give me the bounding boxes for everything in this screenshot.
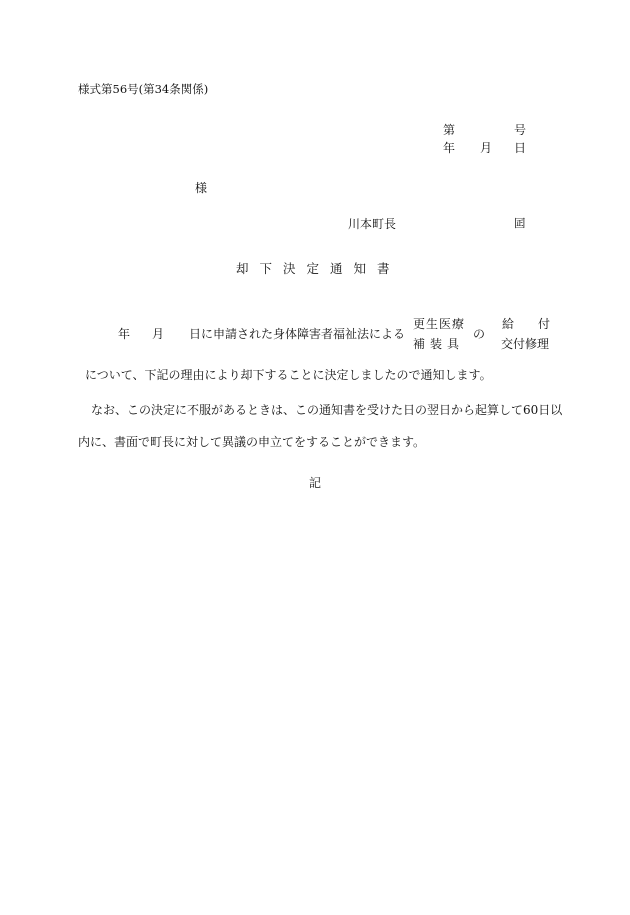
document-title: 却下決定通知書 (236, 261, 401, 276)
action-option-delivery-repair: 交付修理 (501, 337, 550, 351)
date-day-label: 日 (514, 141, 527, 155)
form-number-label: 様式第56号(第34条関係) (78, 82, 209, 96)
ki-heading: 記 (309, 476, 322, 490)
seal-mark: 囸 (514, 216, 526, 230)
device-option-medical: 更生医療 (413, 317, 466, 331)
document-number-prefix: 第 (443, 123, 456, 137)
issuer-name: 川本町長 (348, 217, 397, 231)
body-paragraph-1: について、下記の理由により却下することに決定しましたので通知します。 (85, 368, 492, 382)
application-text: 日に申請された身体障害者福祉法による (189, 327, 406, 341)
addressee-honorific: 様 (195, 181, 208, 195)
action-option-fu: 付 (538, 317, 551, 331)
body-paragraph-2: なお、この決定に不服があるときは、この通知書を受けた日の翌日から起算して60日以 (91, 403, 563, 417)
particle-no: の (473, 327, 486, 341)
date-month-label: 月 (480, 141, 493, 155)
body-paragraph-3: 内に、書面で町長に対して異議の申立てをすることができます。 (78, 435, 426, 449)
action-option-kyu: 給 (502, 317, 515, 331)
date-year-label: 年 (443, 141, 456, 155)
application-month-label: 月 (152, 327, 165, 341)
application-year-label: 年 (118, 327, 131, 341)
device-option-prosthesis: 補装具 (413, 337, 465, 351)
document-number-suffix: 号 (514, 123, 527, 137)
